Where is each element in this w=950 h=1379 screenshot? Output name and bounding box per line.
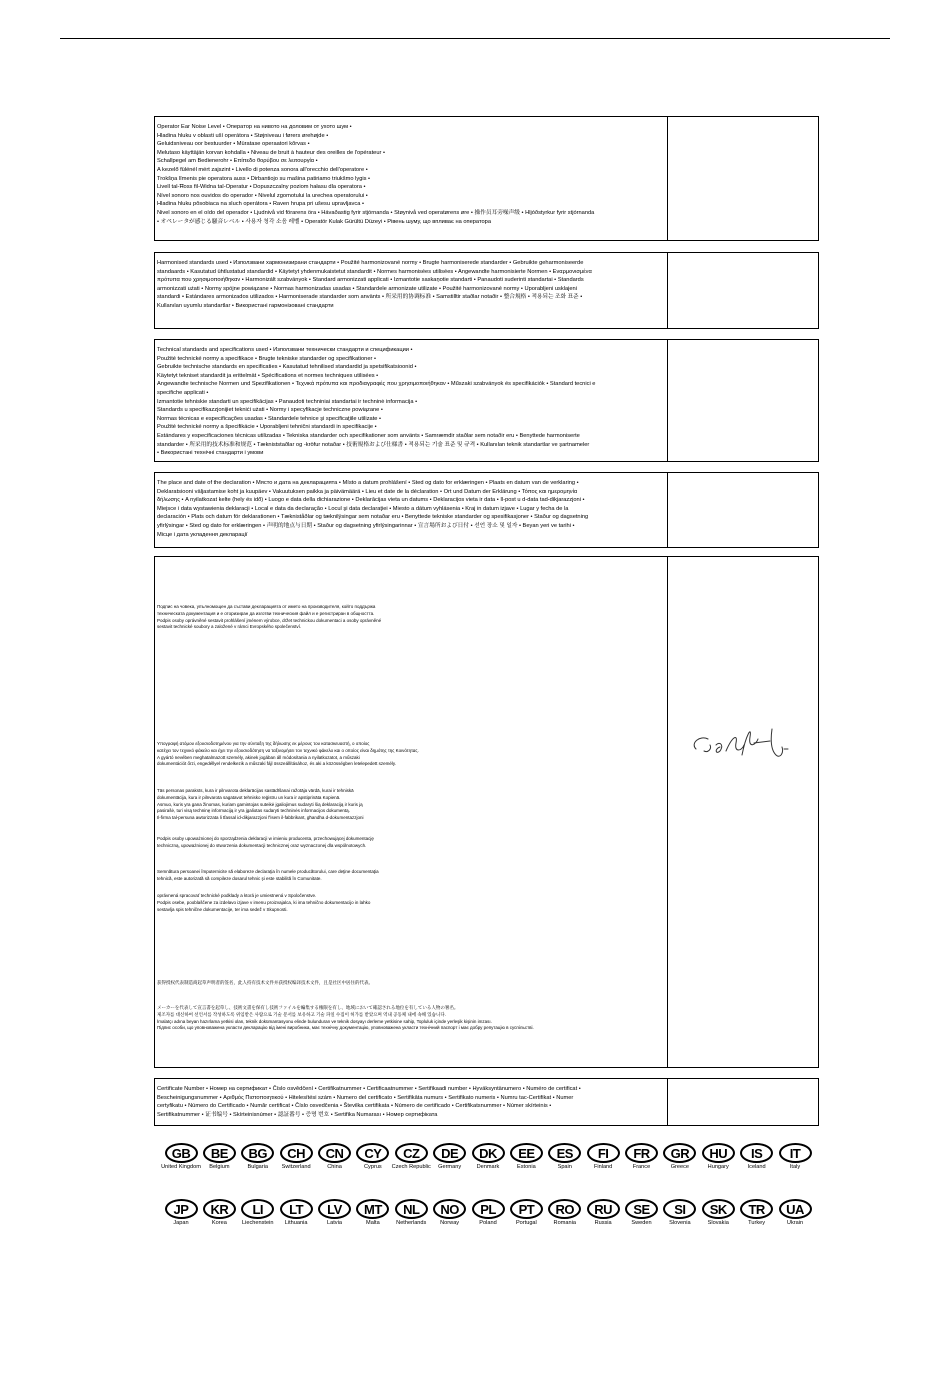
text-line: Izmantotie tehniskie standarti un specifikācijas • Panaudoti techniniai standartai ir techninė informacija • (157, 398, 418, 405)
text-line: 获得授权代表制造商起草声明者的签名，此人持有技术文件并获授权编译技术文件，且是社区中居住的代表。 (157, 980, 373, 985)
country-name: Denmark (476, 1164, 500, 1170)
country-code: SE (625, 1199, 658, 1219)
country-name: Italy (789, 1164, 801, 1170)
text-line: • オペレータが感じる騒音レベル • 사용자 청각 소음 레벨 • Operatör Kulak Gürültü Düzeyi • Рівень шуму, що впливає на оператора (157, 218, 491, 225)
harmonised-standards-table (154, 252, 819, 329)
text-line: Nível sonoro nos ouvidos do operador • Nivelul zgomotului la urechea operatorului • (157, 192, 368, 199)
text-line: Gebruikte technische standards en specificaties • Kasutatud tehnilised standardid ja spetsifikatsioonid • (157, 364, 417, 371)
text-line: Asmuo, kuris yra gana žinomas, kuriam gamintojas suteikė įgaliojimus sudaryti šią deklaraciją ir kuris ją (157, 801, 363, 807)
text-line: Deklaratsiooni väljastamise koht ja kuupäev • Vakuutuksen paikka ja päivämäärä • Lieu et date de la déclaration • Ort und Datum der Erklärung • Τόπος και ημερομηνία (157, 488, 578, 495)
country-name: Russia (594, 1220, 612, 1226)
text-line: declaración • Plats och datum för deklarationen • Tækniståðlar og tæknilýsingar sem notaðar eru • Benyttede tekniske standarder og spesifikasjoner • Staður og dagsetning (157, 514, 589, 521)
text-line: Angewandte technische Normen und Spezifikationen • Τεχνικά πρότυπα και προδιαγραφές που χρησιμοποιήθηκαν • Műszaki szabványok és specifikációk • Standard tecnici e (157, 381, 596, 388)
country-code: CY (356, 1143, 389, 1163)
country-code: KR (203, 1199, 236, 1219)
noise-level-table (154, 116, 819, 241)
text-line: Certificate Number • Номер на сертификат • Číslo osvědčení • Certifikatnummer • Certificaatnummer • Sertifikaadi number • Hyväksyntänumero • Numéro de certificat • (157, 1086, 581, 1092)
country-name: Japan (173, 1220, 189, 1226)
country-badge-ee (508, 1143, 544, 1171)
country-badge-tr (739, 1199, 775, 1227)
country-name: Korea (211, 1220, 227, 1226)
country-code: EE (510, 1143, 543, 1163)
country-code: LT (280, 1199, 313, 1219)
certificate-number-label (155, 1079, 668, 1125)
country-badge-jp (163, 1199, 199, 1227)
text-line: Použité technické normy a špecifikácie • Uporabljeni tehnični standardi in specifikacije • (157, 424, 377, 431)
text-line: Standards u specifikazzjonijiet tekniċi użati • Normy i specyfikacje techniczne powiązane • (157, 407, 383, 414)
certificate-number-table (154, 1078, 819, 1126)
technical-standards-value-cell (668, 340, 818, 461)
country-name: Hungary (707, 1164, 729, 1170)
text-line: techniczną, upoważnionej do stworzenia dokumentacji technicznej oraz wyznaczonej dla wspólnotowych. (157, 842, 367, 848)
country-badge-cn (317, 1143, 353, 1171)
country-code: RO (548, 1199, 581, 1219)
text-line: Il-firma tal-persuna awtorizzata li tfassal id-dikjarazzjoni f'isem il-fabbrikant, għandha d-dokumentazzjoni (157, 815, 364, 821)
country-code: CN (318, 1143, 351, 1163)
country-code: JP (165, 1199, 198, 1219)
country-code: BG (241, 1143, 274, 1163)
text-line: The place and date of the declaration • Място и дата на декларацията • Místo a datum prohlášení • Sted og dato for erklæringen • Plaats en datum van de verklaring • (157, 480, 579, 486)
text-line: A kezelő fülénél mért zajszint • Livello di potenza sonora all'orecchio dell'operatore • (157, 166, 368, 173)
text-line: sestavlja spis tehnične dokumentacije, ter ima sedež v Skupnosti. (157, 906, 288, 912)
signature-text-block (157, 893, 657, 913)
country-code: ES (548, 1143, 581, 1163)
country-code: PL (472, 1199, 505, 1219)
country-name: Belgium (209, 1164, 230, 1170)
text-line: Hladina hluku v oblasti uší operátora • Støjniveau i førers ørehøjde • (157, 132, 329, 139)
text-line: техническата документация и е оторизиран да изготви техническия файл и е регистриран в общността. (157, 610, 375, 616)
text-line: Estándares y especificaciones técnicas utilizadas • Tekniska standarder och specifikationer som använts • Samræmdir staðlar sem notaðir eru • Benyttede harmoniserte (157, 432, 580, 439)
text-line: Harmonised standards used • Използвани хармонизирани стандарти • Použité harmonizované normy • Brugte harmoniserede standarder • Gebruikte geharmoniseerde (157, 260, 584, 266)
country-name: Iceland (747, 1164, 766, 1170)
text-line: yfirlýsingar • Sted og dato for erklæringen • 声明的地点与日期 • Staður og dagsetning yfirlýsingarinnar • 宣言場所および日付 • 선언 장소 및 일자 • Beyan yeri ve tarihi • (157, 522, 575, 529)
text-line: A gyártó nevében meghatalmazott személy, akinek jogában áll módosítania a nyilatkozatot, a műszaki (157, 754, 360, 760)
country-badge-be (201, 1143, 237, 1171)
place-date-label (155, 473, 668, 547)
country-badge-mt (355, 1199, 391, 1227)
text-line: πρότυπα που χρησιμοποιήθηκαν • Harmonizált szabványok • Standard armonizzati applicati • Izmantotie saskaņotie standarti • Panaudoti suderinti standartai • Standards (157, 277, 584, 284)
country-badge-li (240, 1199, 276, 1227)
text-line: Normas técnicas e especificações usadas • Standardele tehnice şi specificaţiile utilizate • (157, 415, 382, 422)
country-name: Slovakia (707, 1220, 729, 1226)
signature-label (155, 557, 668, 1067)
text-line: メーカーを代表して宣言書を起草し、技術文書を保有し技術ファイルを編集する権限を有し、地域において確認される地位を有している人物の署名。 (157, 1005, 459, 1010)
text-line: Podpis osoby oprávněné sestavit prohlášení jménem výrobce, držet technickou dokumentaci a osoby oprávněné (157, 617, 382, 623)
country-name: Romania (553, 1220, 576, 1226)
noise-level-value-cell (668, 117, 818, 240)
signature-text-block (157, 741, 657, 768)
country-badge-dk (470, 1143, 506, 1171)
text-line: Miejsce i data wystawienia deklaracji • Local e data da declaração • Locul şi data declaraţiei • Miesto a dátum vyhlásenia • Kraj in datum izjave • Lugar y fecha de la (157, 505, 569, 512)
country-name: Czech Republic (391, 1164, 431, 1170)
handwritten-signature (686, 715, 806, 765)
country-name: Switzerland (281, 1164, 311, 1170)
country-code: HU (702, 1143, 735, 1163)
country-code: CZ (395, 1143, 428, 1163)
country-code: IS (740, 1143, 773, 1163)
country-code: LV (318, 1199, 351, 1219)
harmonised-standards-label (155, 253, 668, 328)
text-line: Місце і дата укладення декларації (157, 531, 248, 538)
country-name: Turkey (748, 1220, 766, 1226)
country-badge-gb (163, 1143, 199, 1171)
country-badge-es (547, 1143, 583, 1171)
country-code: PT (510, 1199, 543, 1219)
country-code: FI (587, 1143, 620, 1163)
country-code: BE (203, 1143, 236, 1163)
country-badge-pl (470, 1199, 506, 1227)
text-line: specifiche applicati • (157, 389, 209, 396)
country-badge-si (662, 1199, 698, 1227)
technical-standards-table (154, 339, 819, 462)
country-badge-lv (317, 1199, 353, 1227)
text-line: Geluidsniveau oor bestuurder • Müratase operaatori kõrvas • (157, 141, 310, 148)
country-name: Finland (593, 1164, 613, 1170)
country-badge-cz (393, 1143, 429, 1171)
country-codes-row-2 (163, 1199, 813, 1227)
country-badge-gr (662, 1143, 698, 1171)
country-badge-ru (585, 1199, 621, 1227)
country-code: TR (740, 1199, 773, 1219)
text-line: Podpis osoby upoważnionej do sporządzenia deklaracji w imieniu producenta, przechowującej dokumentację (157, 836, 374, 841)
country-name: China (327, 1164, 342, 1170)
country-code: GR (663, 1143, 696, 1163)
text-line: Nivel sonoro en el oído del operador • Ljudnivå vid förarens öra • Hávaðastig fyrir stjórnanda • Støynivå ved operatørens øre • 操作员耳旁噪声级 • Hljóðstyrkur fyrir stjórnanda (157, 209, 595, 216)
signature-text-block (157, 980, 657, 987)
text-line: Kullanılan uyumlu standartlar • Використані гармонізовані стандарти (157, 302, 334, 309)
place-date-value-cell (668, 473, 818, 547)
top-rule (60, 38, 890, 39)
text-line: Operator Ear Noise Level • Оператор на нивото на доловим от ухото шум • (157, 124, 352, 130)
text-line: standarder • 所采用的技术标准和规范 • Tækniststaðlar og -kröfur notaðar • 技術規格および仕様書 • 적용되는 기술 표준 및 규격 • Kullanılan teknik standartlar ve şartnameler (157, 441, 590, 448)
country-name: Germany (438, 1164, 462, 1170)
country-badge-ua (777, 1199, 813, 1227)
country-code: NL (395, 1199, 428, 1219)
country-code: NO (433, 1199, 466, 1219)
signature-text-block (157, 788, 657, 822)
country-badge-kr (201, 1199, 237, 1227)
country-badge-fr (624, 1143, 660, 1171)
country-badge-sk (700, 1199, 736, 1227)
signature-text-block (157, 869, 657, 883)
text-line: Použité technické normy a specifikace • Brugte tekniske standarder og specifikationer • (157, 355, 376, 362)
text-line: Hladina hluku pôsobiaca na sluch operátora • Raven hrupa pri ušesu upravljavca • (157, 201, 364, 208)
country-name: United Kingdom (161, 1164, 201, 1170)
country-badge-de (432, 1143, 468, 1171)
country-code: FR (625, 1143, 658, 1163)
country-codes-row-1 (163, 1143, 813, 1171)
country-badge-cy (355, 1143, 391, 1171)
country-badge-se (624, 1199, 660, 1227)
text-line: armonizzati użati • Normy spójne powiązane • Normas harmonizadas usadas • Standardele armonizate utilizate • Použité harmonizované normy • Uporabljeni usklajeni (157, 285, 577, 292)
country-code: MT (356, 1199, 389, 1219)
country-code: DK (472, 1143, 505, 1163)
country-badge-nl (393, 1199, 429, 1227)
country-code: DE (433, 1143, 466, 1163)
text-line: κατέχει τον τεχνικό φάκελο και έχει την εξουσιοδότηση να ταξινομήσει τον τεχνικό φάκελο και ο οποίος είναι δημότης της Κοινότητας. (157, 747, 419, 753)
certificate-number-value-cell (668, 1079, 818, 1125)
country-name: France (632, 1164, 651, 1170)
country-badge-is (739, 1143, 775, 1171)
country-badge-hu (700, 1143, 736, 1171)
country-name: Netherlands (396, 1220, 427, 1226)
text-line: standaards • Kasutatud ühtlustatud standardid • Käytetyt yhdenmukaistetut standardit • Normes harmonisées utilisées • Angewandte harmonisierte Normen • Εναρμονισμένα (157, 268, 592, 275)
country-code: SK (702, 1199, 735, 1219)
country-badge-ch (278, 1143, 314, 1171)
text-line: Підпис особи, що уповноважена укласти декларацію від імені виробника, має технічну документацію, уповноважена укласти технічний паспорт і має добру репутацію в суспільстві. (157, 1025, 534, 1031)
text-line: Tās personas paraksts, kura ir pilnvarota deklarācijas sastādīšanai ražotāja vārdā, kurai ir tehniskā (157, 788, 354, 793)
text-line: Podpis osebe, pooblaščene za izdelavo izjave v imenu proizvajalca, ki ima tehnično dokumentacijo in lahko (157, 899, 371, 905)
text-line: İmalatçı adına beyan hazırlama yetkisi olan, teknik dokümantasyonu elinde bulunduran ve teknik dosyayı derleme yetkisine sahip, Topluluk içinde yerleşik kişinin imzası. (157, 1018, 492, 1024)
place-date-table (154, 472, 819, 548)
country-badge-fi (585, 1143, 621, 1171)
country-name: Cyprus (364, 1164, 382, 1170)
country-name: Slovenia (669, 1220, 691, 1226)
text-line: Technical standards and specifications used • Използвани технически стандарти и спецификации • (157, 347, 413, 353)
country-badge-it (777, 1143, 813, 1171)
country-code: RU (587, 1199, 620, 1219)
text-line: sestavit technické soubory a založené v rámci Evropského společenství. (157, 624, 302, 630)
technical-standards-label (155, 340, 668, 461)
text-line: Melutaso käyttäjän korvan kohdalla • Niveau de bruit à hauteur des oreilles de l'opérateur • (157, 149, 385, 156)
text-line: tehnică, este autorizată să compileze dosarul tehnic şi este stabilită în Comunitate. (157, 875, 322, 881)
country-code: CH (280, 1143, 313, 1163)
country-name: Greece (670, 1164, 690, 1170)
country-badge-no (432, 1199, 468, 1227)
signature-text-block (157, 604, 657, 631)
text-line: Trokšņa līmenis pie operatora auss • Dirbantiojo su mašina patiriamo triukšmo lygis • (157, 175, 371, 182)
country-name: Sweden (631, 1220, 652, 1226)
country-code: LI (241, 1199, 274, 1219)
country-name: Portugal (515, 1220, 537, 1226)
text-line: pasirašė, turi visą techninę informaciją ir yra įgaliotas sudaryti techninės informacijos dokumentą. (157, 808, 350, 814)
text-line: oprávnená spracovať technické podklady a ktorá je umiestnená v Spoločenstve. (157, 893, 317, 898)
text-line: dokumentācija, kura ir pilnvarota sagatavot tehnisko reģistru un kura ir apstiprināta Kopienā. (157, 794, 341, 800)
country-name: Bulgaria (247, 1164, 269, 1170)
text-line: Schallpegel am Bedienerohr • Επίπεδο θορύβου σε λειτουργία • (157, 158, 318, 165)
text-line: standardi • Estándares armonizados utilizados • Harmoniserade standarder som använts • 所采用的协调标准 • Samstilltir staðlar notaðir • 整合規格 • 적용되는 조화 표준 • (157, 294, 583, 301)
signature-value-cell (668, 557, 818, 1067)
country-badge-pt (508, 1199, 544, 1227)
country-code: GB (165, 1143, 198, 1163)
country-name: Ukrain (786, 1220, 804, 1226)
text-line: Υπογραφή ατόμου εξουσιοδοτημένου για την σύνταξη της δήλωσης εκ μέρους του κατασκευαστή, ο οποίος (157, 741, 370, 746)
country-badge-lt (278, 1199, 314, 1227)
text-line: 제조자를 대신하여 선언서를 작성하도록 위임받은 사람으로 기술 문서를 보유하고 기술 파일 수집이 허가를 받았으며 역내 공동체 내에 속해 있습니다. (157, 1011, 446, 1017)
country-code: SI (663, 1199, 696, 1219)
text-line: Livell tal-Ħoss fil-Widna tal-Operatur • Dopuszczalny poziom hałasu dla operatora • (157, 184, 366, 191)
country-name: Lithuania (284, 1220, 308, 1226)
noise-level-label (155, 117, 668, 240)
text-line: certyfikatu • Número do Certificado • Număr certificat • Číslo osvedčenia • Številka certifikata • Número de certificado • Certifikatsnummer • Númer skírteinis • (157, 1103, 552, 1110)
text-line: Semnătura persoanei împuternicite să elaboreze declaraţia în numele producătorului, care deţine documentaţia (157, 869, 379, 874)
country-badge-ro (547, 1199, 583, 1227)
country-badge-bg (240, 1143, 276, 1171)
country-name: Liechenstein (242, 1220, 274, 1226)
country-name: Latvia (327, 1220, 342, 1226)
harmonised-standards-value-cell (668, 253, 818, 328)
text-line: Подпис на човека, упълномощен да състави декларацията от името на производителя, който поддържа (157, 604, 376, 609)
text-line: Bescheinigungsnummer • Αριθμός Πιστοποιητικού • Hitelesítési szám • Numero del certificato • Sertifikāta numurs • Sertifikato numeris • Numru tac-Certifikat • Numer (157, 1094, 574, 1101)
text-line: Käytetyt tekniset standardit ja erittelmät • Spécifications et normes techniques utilisées • (157, 372, 379, 379)
text-line: Sertifikatnummer • 证书编号 • Skírteinisnúmer • 認証番号 • 증명 번호 • Sertifika Numarası • Номер сертифіката (157, 1111, 438, 1118)
country-name: Poland (479, 1220, 497, 1226)
country-code: IT (779, 1143, 812, 1163)
text-line: • Використані технічні стандарти і умови (157, 450, 264, 457)
signature-text-block (157, 836, 657, 850)
text-line: δήλωσης • A nyilatkozat kelte (hely és idő) • Luogo e data della dichiarazione • Deklarācijas vieta un datums • Deklaracijos vieta ir data • Il-post u d-data tad-dikjarazzjoni • (157, 497, 585, 504)
country-name: Norway (440, 1220, 460, 1226)
country-code: UA (779, 1199, 812, 1219)
country-name: Estonia (517, 1164, 536, 1170)
text-line: dokumentációt őrzi, engedéllyel rendelkezik a műszaki fájl összeállításához, és aki a közösségben letelepedett személy. (157, 761, 397, 767)
signature-text-block (157, 1005, 657, 1032)
country-name: Malta (366, 1220, 380, 1226)
country-name: Spain (557, 1164, 572, 1170)
signature-table (154, 556, 819, 1068)
